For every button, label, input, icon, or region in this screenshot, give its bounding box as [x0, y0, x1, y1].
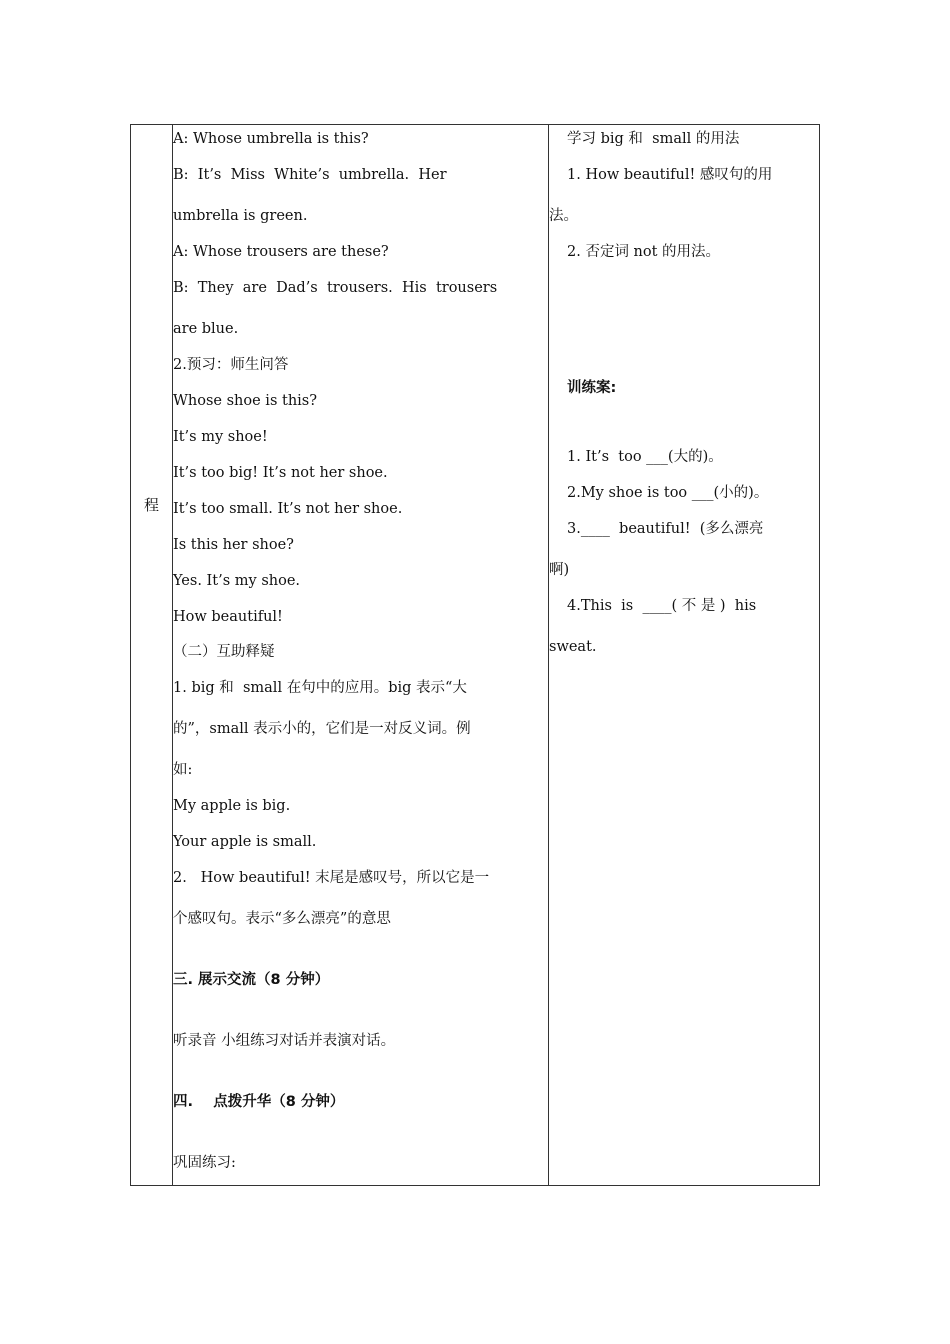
- text-line: 个感叹句。表示“多么漂亮”的意思: [173, 911, 391, 927]
- exercise-line: 3.____ beautiful! (多么漂亮: [567, 521, 764, 537]
- text-line: Yes. It’s my shoe.: [173, 573, 301, 589]
- text-line: 2. 否定词 not 的用法。: [567, 244, 721, 260]
- exercise-line: 2.My shoe is too ___(小的)。: [567, 485, 769, 501]
- text-line: 如:: [173, 762, 193, 778]
- text-line: 2. How beautiful! 末尾是感叹号，所以它是一: [173, 870, 490, 886]
- text-line: It’s too small. It’s not her shoe.: [173, 501, 403, 517]
- lesson-table: [130, 124, 820, 1186]
- exercise-line: 4.This is ____( 不 是 ) his: [567, 598, 757, 614]
- text-line: 听录音 小组练习对话并表演对话。: [173, 1033, 396, 1049]
- text-line: How beautiful!: [173, 609, 283, 625]
- text-line: 1. How beautiful! 感叹句的用: [567, 167, 773, 183]
- text-line: 法。: [549, 208, 578, 224]
- text-line: （二）互助释疑: [173, 644, 275, 660]
- text-line: are blue.: [173, 321, 239, 337]
- section-heading: 三. 展示交流（8 分钟）: [173, 972, 330, 988]
- exercise-line: sweat.: [549, 639, 597, 655]
- text-line: A: Whose umbrella is this?: [173, 131, 369, 147]
- text-line: It’s my shoe!: [173, 429, 268, 445]
- text-line: B: It’s Miss White’s umbrella. Her: [173, 167, 447, 183]
- text-line: My apple is big.: [173, 798, 291, 814]
- text-line: 的”，small 表示小的，它们是一对反义词。例: [173, 721, 471, 737]
- text-line: 2.预习：师生问答: [173, 357, 289, 373]
- text-line: 1. big 和 small 在句中的应用。big 表示“大: [173, 680, 467, 696]
- text-line: B: They are Dad’s trousers. His trousers: [173, 280, 498, 296]
- text-line: A: Whose trousers are these?: [173, 244, 389, 260]
- text-line: It’s too big! It’s not her shoe.: [173, 465, 388, 481]
- section-heading: 四. 点拨升华（8 分钟）: [173, 1094, 345, 1110]
- text-line: Is this her shoe?: [173, 537, 294, 553]
- text-line: 学习 big 和 small 的用法: [567, 131, 740, 147]
- exercise-line: 啊): [549, 562, 570, 578]
- text-line: Your apple is small.: [173, 834, 317, 850]
- text-line: Whose shoe is this?: [173, 393, 318, 409]
- text-line: 巩固练习:: [173, 1155, 236, 1171]
- exercise-line: 1. It’s too ___(大的)。: [567, 449, 723, 465]
- section-heading: 训练案:: [567, 380, 617, 396]
- row-label: 程: [143, 496, 159, 514]
- text-line: umbrella is green.: [173, 208, 308, 224]
